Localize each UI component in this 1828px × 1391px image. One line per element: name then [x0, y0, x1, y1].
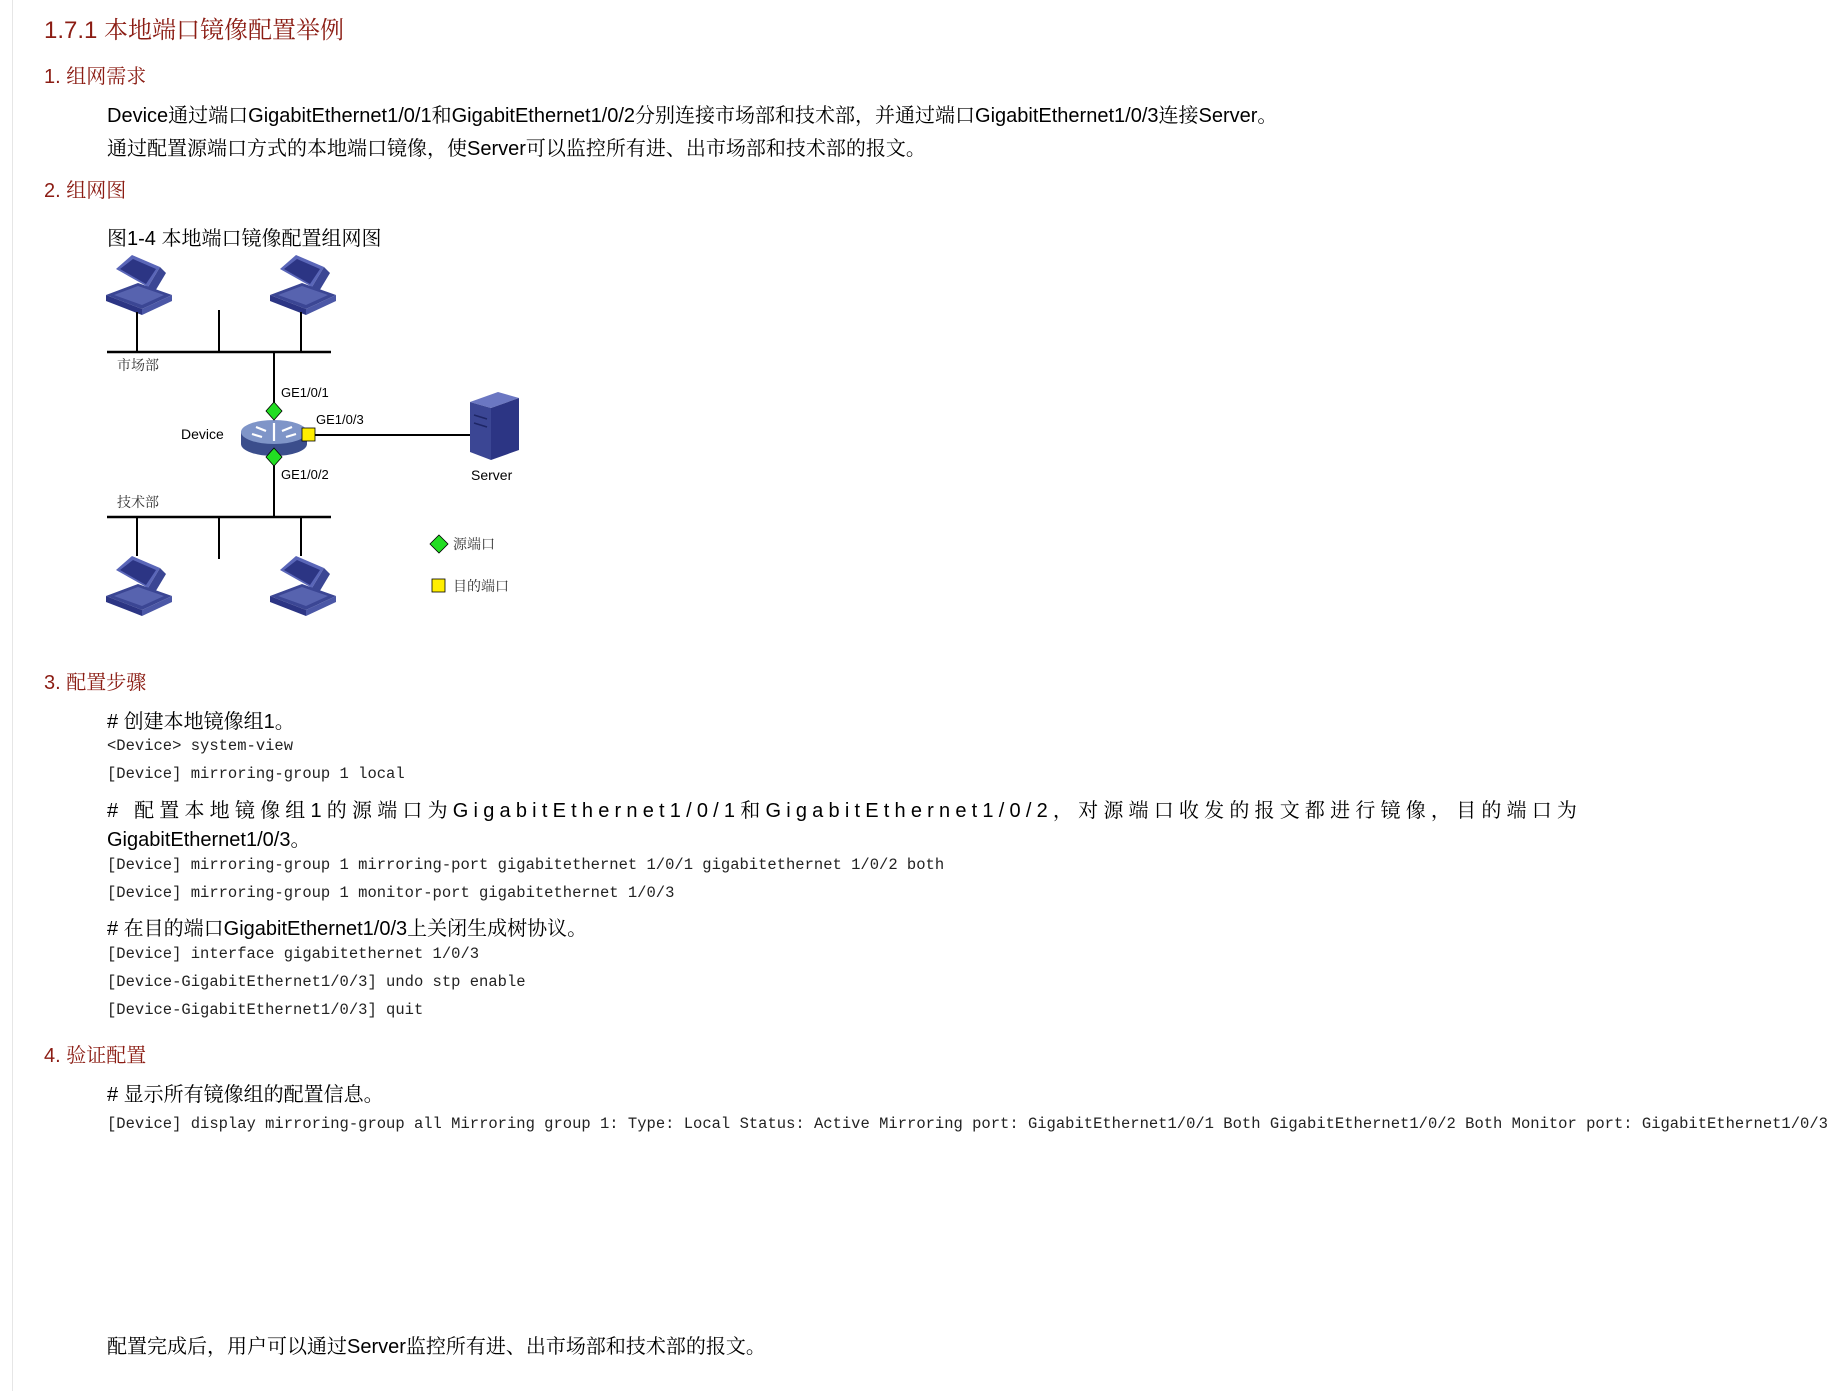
step-comment-source-ports-line2: GigabitEthernet1/0/3。	[107, 829, 311, 851]
port-ge101-source-marker	[266, 402, 282, 420]
legend-dest-port-marker	[432, 579, 445, 592]
code-line: GigabitEthernet1/0/1 Both	[1027, 1115, 1261, 1133]
verify-comment: # 显示所有镜像组的配置信息。	[107, 1084, 384, 1106]
code-line: <Device> system-view	[107, 737, 294, 755]
code-line: [Device-GigabitEthernet1/0/3] quit	[107, 1001, 424, 1019]
code-line: Monitor port: GigabitEthernet1/0/3	[1511, 1115, 1828, 1133]
legend-dest-port-label: 目的端口	[453, 579, 509, 595]
step-comment-source-ports-line1: # 配置本地镜像组1的源端口为GigabitEthernet1/0/1和GigabitEthernet1/0/2，对源端口收发的报文都进行镜像，目的端口为	[107, 800, 1583, 822]
code-line: Type: Local	[627, 1115, 731, 1133]
market-dept-label: 市场部	[117, 358, 159, 374]
section-title: 1.7.1 本地端口镜像配置举例	[44, 17, 345, 44]
code-line: GigabitEthernet1/0/2 Both	[1269, 1115, 1503, 1133]
legend-source-port-marker	[430, 535, 448, 553]
code-line: [Device] mirroring-group 1 monitor-port gigabitethernet 1/0/3	[107, 884, 675, 902]
market-pc-1-icon	[106, 255, 172, 315]
requirements-paragraph-1: Device通过端口GigabitEthernet1/0/1和GigabitEthernet1/0/2分别连接市场部和技术部，并通过端口GigabitEthernet1/0/3连接Server。	[107, 105, 1278, 127]
final-paragraph: 配置完成后，用户可以通过Server监控所有进、出市场部和技术部的报文。	[107, 1336, 766, 1358]
heading-config-steps: 3. 配置步骤	[44, 672, 147, 694]
code-line: Status: Active	[739, 1115, 870, 1133]
server-label: Server	[471, 467, 513, 483]
port-label-ge103: GE1/0/3	[316, 412, 364, 427]
figure-caption: 图1-4 本地端口镜像配置组网图	[107, 228, 382, 250]
port-label-ge102: GE1/0/2	[281, 467, 329, 482]
network-diagram	[0, 0, 560, 660]
tech-dept-label: 技术部	[117, 495, 159, 511]
heading-verify-config: 4. 验证配置	[44, 1045, 147, 1067]
step-comment-disable-stp: # 在目的端口GigabitEthernet1/0/3上关闭生成树协议。	[107, 918, 588, 940]
requirements-paragraph-2: 通过配置源端口方式的本地端口镜像，使Server可以监控所有进、出市场部和技术部的报文。	[107, 138, 926, 160]
heading-networking-requirements: 1. 组网需求	[44, 66, 147, 88]
heading-network-diagram: 2. 组网图	[44, 180, 127, 202]
code-line: [Device] mirroring-group 1 mirroring-port gigabitethernet 1/0/1 gigabitethernet 1/0/2 both	[107, 856, 945, 874]
step-comment-create-group: # 创建本地镜像组1。	[107, 711, 295, 733]
code-line: Mirroring port:	[879, 1115, 1019, 1133]
code-line: [Device-GigabitEthernet1/0/3] undo stp enable	[107, 973, 526, 991]
code-line: Mirroring group 1:	[451, 1115, 619, 1133]
port-label-ge101: GE1/0/1	[281, 385, 329, 400]
code-line: [Device] interface gigabitethernet 1/0/3	[107, 945, 480, 963]
market-pc-2-icon	[270, 255, 336, 315]
verify-output-block	[107, 1111, 1828, 1138]
device-label: Device	[181, 426, 224, 442]
port-ge103-dest-marker	[302, 428, 315, 441]
server-icon	[470, 392, 519, 460]
code-line: [Device] mirroring-group 1 local	[107, 765, 405, 783]
tech-pc-2-icon	[270, 556, 336, 616]
code-line: [Device] display mirroring-group all	[107, 1115, 442, 1133]
legend-source-port-label: 源端口	[453, 537, 495, 553]
tech-pc-1-icon	[106, 556, 172, 616]
